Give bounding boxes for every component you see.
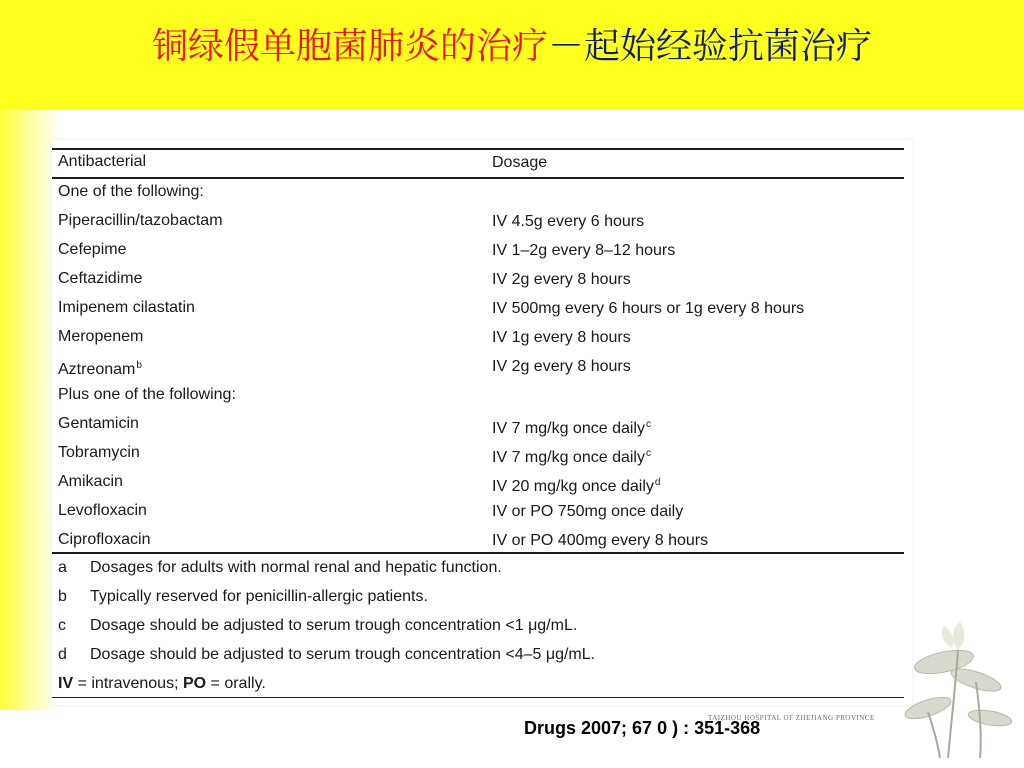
dosage-text: IV 7 mg/kg once daily bbox=[492, 420, 645, 437]
dosage-text: IV or PO 400mg every 8 hours bbox=[492, 532, 709, 549]
table-bottom-rule bbox=[52, 552, 904, 554]
drug-name: Levofloxacin bbox=[58, 502, 147, 519]
dosage-text: IV 4.5g every 6 hours bbox=[492, 213, 645, 230]
footnote-key: b bbox=[58, 588, 67, 605]
dosage-footnote-marker: c bbox=[645, 448, 651, 459]
citation: Drugs 2007; 67 0 ) : 351-368 bbox=[524, 718, 761, 738]
dosage-footnote-marker: c bbox=[645, 419, 651, 430]
drug-name: Tobramycin bbox=[58, 444, 140, 461]
footnote-key: a bbox=[58, 559, 67, 576]
table-row-drug bbox=[58, 211, 223, 231]
left-decorative-stripe bbox=[0, 110, 60, 710]
dosage-text: IV or PO 750mg once daily bbox=[492, 503, 684, 520]
header-dosage: Dosage bbox=[492, 154, 548, 171]
table-row-drug bbox=[58, 327, 143, 347]
hospital-logo bbox=[690, 620, 1024, 760]
dosage-text: IV 2g every 8 hours bbox=[492, 271, 631, 288]
table-row-drug bbox=[58, 356, 142, 380]
title-navy-part: －起始经验抗菌治疗 bbox=[548, 26, 873, 67]
table-row-drug bbox=[58, 298, 195, 318]
header-rule bbox=[52, 177, 904, 179]
dosage-text: IV 7 mg/kg once daily bbox=[492, 449, 645, 466]
table-row-drug bbox=[58, 269, 142, 289]
abbr-iv-term: IV bbox=[58, 675, 74, 692]
drug-name: Meropenem bbox=[58, 328, 144, 345]
table-row-drug bbox=[58, 182, 204, 202]
table-row-drug bbox=[58, 414, 139, 434]
table-row-dosage bbox=[492, 473, 660, 497]
table-row-dosage bbox=[492, 415, 651, 439]
dosage-text: IV 1–2g every 8–12 hours bbox=[492, 242, 676, 259]
footnote-key: d bbox=[58, 646, 67, 663]
table-row-drug bbox=[58, 385, 236, 405]
drug-name: Plus one of the following: bbox=[58, 386, 236, 403]
footnote-key: c bbox=[58, 617, 66, 634]
footnote-text: Dosage should be adjusted to serum trough concentration <4–5 μg/mL. bbox=[90, 646, 596, 663]
abbreviations-line bbox=[58, 674, 266, 694]
footnote-text: Dosages for adults with normal renal and hepatic function. bbox=[90, 559, 502, 576]
dosage-text: IV 1g every 8 hours bbox=[492, 329, 631, 346]
slide-title bbox=[0, 22, 1024, 72]
table-row-dosage bbox=[492, 531, 708, 551]
drug-footnote-marker: b bbox=[136, 360, 142, 371]
table-row-dosage bbox=[492, 444, 651, 468]
drug-name: Gentamicin bbox=[58, 415, 139, 432]
table-row-drug bbox=[58, 530, 150, 550]
abbr-po-def: = orally. bbox=[206, 675, 266, 692]
dosage-text: IV 20 mg/kg once daily bbox=[492, 478, 654, 495]
hospital-logo-text: TAIZHOU HOSPITAL OF ZHEJIANG PROVINCE bbox=[708, 714, 875, 722]
drug-name: Imipenem cilastatin bbox=[58, 299, 195, 316]
table-row-dosage bbox=[492, 241, 675, 261]
table-row-dosage bbox=[492, 212, 644, 232]
abbr-po-term: PO bbox=[182, 675, 207, 692]
footnote-text: Typically reserved for penicillin-allergic patients. bbox=[90, 588, 428, 605]
header-antibacterial: Antibacterial bbox=[58, 153, 147, 170]
table-row-dosage bbox=[492, 299, 804, 319]
table-row-dosage bbox=[492, 270, 631, 290]
table-row-drug bbox=[58, 443, 140, 463]
drug-name: Amikacin bbox=[58, 473, 123, 490]
abbr-iv-def: = intravenous; bbox=[73, 675, 183, 692]
table-row-dosage bbox=[492, 357, 631, 377]
lotus-icon bbox=[690, 620, 1024, 760]
dosage-footnote-marker: d bbox=[654, 477, 661, 488]
drug-name: One of the following: bbox=[58, 183, 204, 200]
table-row-dosage bbox=[492, 328, 631, 348]
dosage-text: IV 500mg every 6 hours or 1g every 8 hours bbox=[492, 300, 805, 317]
footnote-text: Dosage should be adjusted to serum trough concentration <1 μg/mL. bbox=[90, 617, 578, 634]
table-row-drug bbox=[58, 472, 123, 492]
drug-name: Ceftazidime bbox=[58, 270, 143, 287]
drug-name: Piperacillin/tazobactam bbox=[58, 212, 223, 229]
drug-name: Aztreonam bbox=[58, 361, 136, 378]
drug-name: Ciprofloxacin bbox=[58, 531, 151, 548]
table-row-drug bbox=[58, 240, 126, 260]
table-row-dosage bbox=[492, 502, 683, 522]
table-row-drug bbox=[58, 501, 147, 521]
table-top-rule bbox=[52, 148, 904, 150]
title-red-part: 铜绿假单胞菌肺炎的治疗 bbox=[151, 26, 548, 67]
drug-name: Cefepime bbox=[58, 241, 127, 258]
dosage-text: IV 2g every 8 hours bbox=[492, 358, 631, 375]
